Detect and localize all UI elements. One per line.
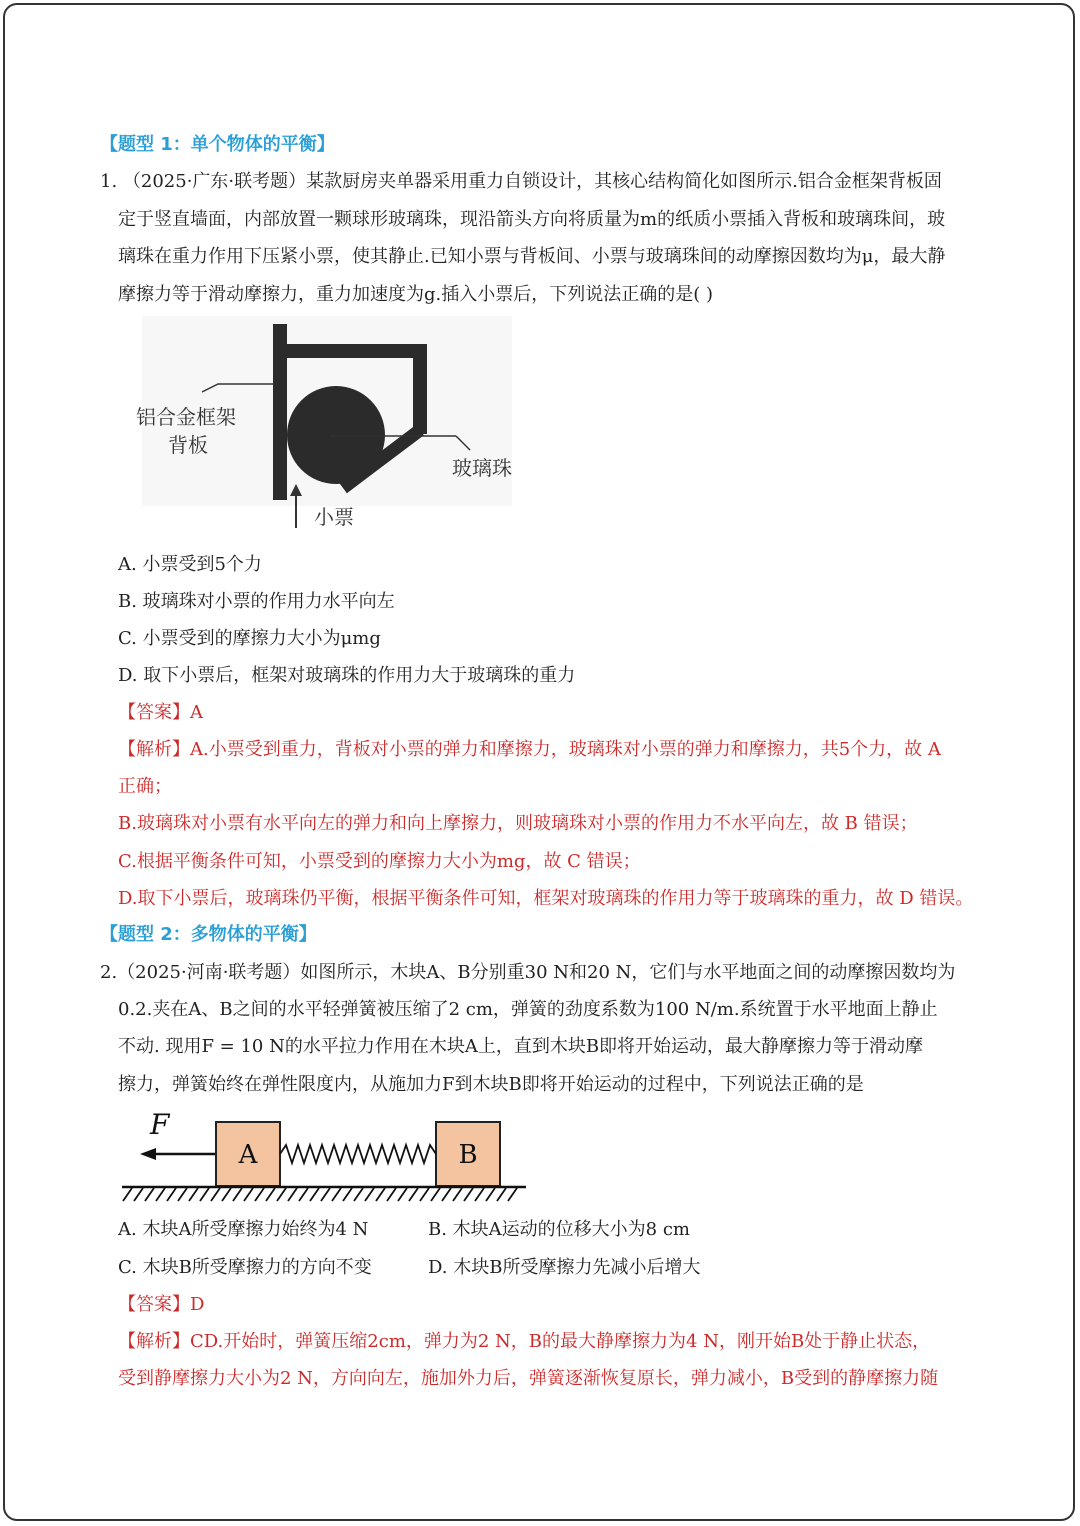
hatch-mark bbox=[420, 1188, 429, 1201]
analysis-line: 受到静摩擦力大小为2 N，方向向左，施加外力后，弹簧逐渐恢复原长，弹力减小，B受到的静摩擦力随 bbox=[118, 1368, 939, 1389]
hatch-mark bbox=[321, 1188, 330, 1201]
analysis-line: 【解析】A.小票受到重力，背板对小票的弹力和摩擦力，玻璃珠对小票的弹力和摩擦力，共5个力，故 A bbox=[118, 739, 941, 760]
hatch-mark bbox=[167, 1188, 176, 1201]
option-b: B. 玻璃珠对小票的作用力水平向左 bbox=[118, 591, 395, 612]
question-line: 定于竖直墙面，内部放置一颗球形玻璃珠，现沿箭头方向将质量为m的纸质小票插入背板和玻璃珠间，玻 bbox=[118, 209, 946, 230]
hatch-mark bbox=[332, 1188, 341, 1201]
analysis-line: 【解析】CD.开始时，弹簧压缩2cm，弹力为2 N，B的最大静摩擦力为4 N，刚开始B处于静止状态， bbox=[118, 1331, 931, 1352]
question-line: 璃珠在重力作用下压紧小票，使其静止.已知小票与背板间、小票与玻璃珠间的动摩擦因数均为μ，最大静 bbox=[118, 246, 946, 267]
hatch-mark bbox=[156, 1188, 165, 1201]
hatch-mark bbox=[277, 1188, 286, 1201]
option-a: A. 木块A所受摩擦力始终为4 N bbox=[118, 1219, 369, 1240]
block-a-label: A bbox=[238, 1140, 258, 1170]
option-c: C. 木块B所受摩擦力的方向不变 bbox=[118, 1257, 372, 1278]
option-c: C. 小票受到的摩擦力大小为μmg bbox=[118, 628, 381, 649]
analysis-line: 正确； bbox=[118, 776, 172, 797]
hatch-mark bbox=[211, 1188, 220, 1201]
hatch-mark bbox=[266, 1188, 275, 1201]
hatch-mark bbox=[365, 1188, 374, 1201]
hatch-mark bbox=[398, 1188, 407, 1201]
hatch-mark bbox=[244, 1188, 253, 1201]
hatch-mark bbox=[486, 1188, 495, 1201]
question-line: 2.（2025·河南·联考题）如图所示，木块A、B分别重30 N和20 N，它们与水平地面之间的动摩擦因数均为 bbox=[100, 962, 956, 983]
spring bbox=[280, 1145, 436, 1163]
blocks-spring-figure bbox=[118, 1106, 538, 1206]
frame-label: 铝合金框架 bbox=[136, 405, 236, 429]
option-d: D. 取下小票后，框架对玻璃珠的作用力大于玻璃珠的重力 bbox=[118, 665, 576, 686]
question-line: 不动. 现用F = 10 N的水平拉力作用在木块A上，直到木块B即将开始运动，最大静摩擦力等于滑动摩 bbox=[118, 1036, 924, 1057]
section-title: 【题型 2：多物体的平衡】 bbox=[100, 924, 317, 945]
ticket-label: 小票 bbox=[314, 505, 354, 529]
question-line: 摩擦力等于滑动摩擦力，重力加速度为g.插入小票后，下列说法正确的是( ) bbox=[118, 284, 714, 305]
frame-top bbox=[273, 344, 427, 358]
back-plate-label: 背板 bbox=[168, 433, 208, 457]
analysis-line: C.根据平衡条件可知，小票受到的摩擦力大小为mg，故 C 错误； bbox=[118, 851, 641, 872]
hatch-mark bbox=[299, 1188, 308, 1201]
analysis-line: D.取下小票后，玻璃珠仍平衡，根据平衡条件可知，框架对玻璃珠的作用力等于玻璃珠的重力，故 D 错误。 bbox=[118, 888, 974, 909]
hatch-mark bbox=[134, 1188, 143, 1201]
option-d: D. 木块B所受摩擦力先减小后增大 bbox=[428, 1257, 701, 1278]
block-b-label: B bbox=[458, 1140, 478, 1170]
clip-device-figure bbox=[130, 316, 530, 538]
hatch-mark bbox=[464, 1188, 473, 1201]
question-line: 1. （2025·广东·联考题）某款厨房夹单器采用重力自锁设计，其核心结构简化如图所示.铝合金框架背板固 bbox=[100, 171, 942, 192]
answer: 【答案】A bbox=[118, 702, 203, 723]
hatch-mark bbox=[288, 1188, 297, 1201]
hatch-mark bbox=[409, 1188, 418, 1201]
hatch-mark bbox=[387, 1188, 396, 1201]
hatch-mark bbox=[123, 1188, 132, 1201]
hatch-mark bbox=[497, 1188, 506, 1201]
force-label: F bbox=[150, 1108, 170, 1141]
hatch-mark bbox=[453, 1188, 462, 1201]
hatch-mark bbox=[200, 1188, 209, 1201]
hatch-mark bbox=[189, 1188, 198, 1201]
hatch-mark bbox=[442, 1188, 451, 1201]
hatch-mark bbox=[431, 1188, 440, 1201]
hatch-mark bbox=[343, 1188, 352, 1201]
bead-label: 玻璃珠 bbox=[452, 456, 512, 480]
hatch-mark bbox=[508, 1188, 517, 1201]
analysis-line: B.玻璃珠对小票有水平向左的弹力和向上摩擦力，则玻璃珠对小票的作用力不水平向左，故 B 错误； bbox=[118, 813, 918, 834]
hatch-mark bbox=[310, 1188, 319, 1201]
hatch-mark bbox=[145, 1188, 154, 1201]
hatch-mark bbox=[354, 1188, 363, 1201]
ground-hatching bbox=[123, 1188, 517, 1201]
hatch-mark bbox=[233, 1188, 242, 1201]
frame-right bbox=[413, 344, 427, 434]
answer: 【答案】D bbox=[118, 1294, 205, 1315]
hatch-mark bbox=[222, 1188, 231, 1201]
hatch-mark bbox=[376, 1188, 385, 1201]
question-line: 0.2.夹在A、B之间的水平轻弹簧被压缩了2 cm，弹簧的劲度系数为100 N/m.系统置于水平地面上静止 bbox=[118, 999, 938, 1020]
hatch-mark bbox=[475, 1188, 484, 1201]
question-line: 擦力，弹簧始终在弹性限度内，从施加力F到木块B即将开始运动的过程中，下列说法正确的是 bbox=[118, 1074, 864, 1095]
option-b: B. 木块A运动的位移大小为8 cm bbox=[428, 1219, 690, 1240]
glass-bead bbox=[287, 386, 385, 484]
section-title: 【题型 1：单个物体的平衡】 bbox=[100, 134, 335, 155]
force-arrowhead bbox=[140, 1148, 156, 1160]
option-a: A. 小票受到5个力 bbox=[118, 554, 262, 575]
hatch-mark bbox=[178, 1188, 187, 1201]
hatch-mark bbox=[255, 1188, 264, 1201]
